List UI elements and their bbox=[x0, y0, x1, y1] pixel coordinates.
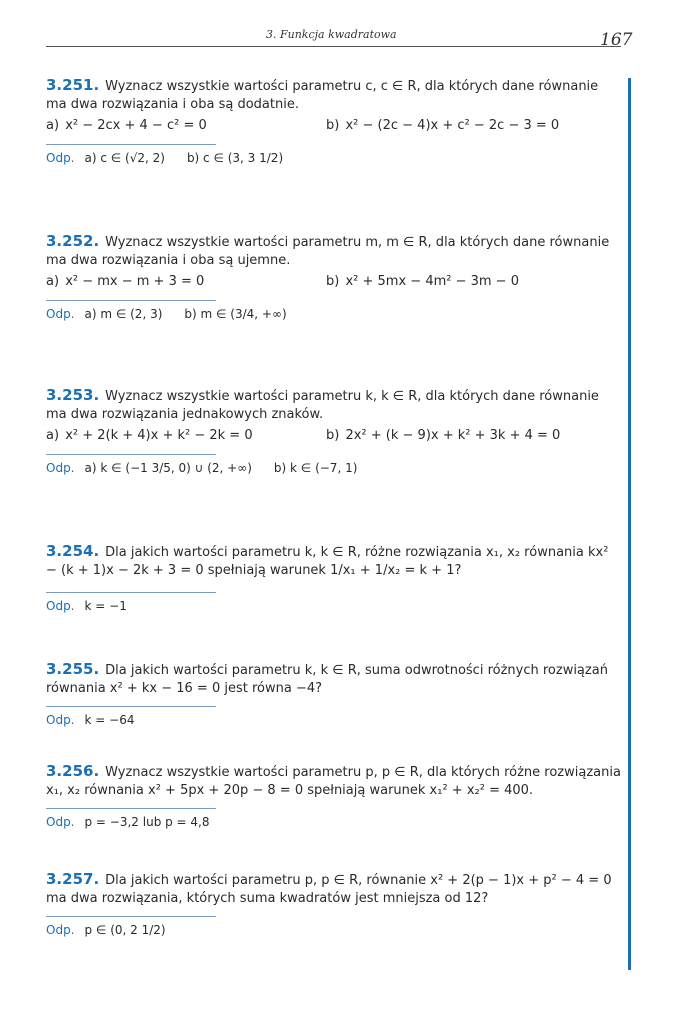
answer-label: Odp. bbox=[46, 923, 75, 937]
problem-text bbox=[46, 870, 621, 908]
answer-rule bbox=[46, 144, 216, 145]
problem-number: 3.252. bbox=[46, 232, 100, 250]
problem-statement: Dla jakich wartości parametru k, k ∈ R, suma odwrotności różnych rozwiązań równania x² + kx − 16 = 0 jest równa −4? bbox=[46, 663, 608, 696]
equations bbox=[46, 274, 621, 296]
answer-rule bbox=[46, 706, 216, 707]
side-accent-bar bbox=[628, 78, 631, 970]
equation-b-label: b) bbox=[326, 274, 340, 289]
equation-b-label: b) bbox=[326, 428, 340, 443]
answer-label: Odp. bbox=[46, 599, 75, 613]
problem-3-255 bbox=[46, 660, 621, 737]
equation-a-text: x² − mx − m + 3 = 0 bbox=[65, 274, 205, 289]
answer-label: Odp. bbox=[46, 713, 75, 727]
problem-text bbox=[46, 232, 621, 270]
equation-a-text: x² + 2(k + 4)x + k² − 2k = 0 bbox=[65, 428, 253, 443]
page-header bbox=[46, 28, 626, 52]
answer-value: k = −64 bbox=[84, 713, 135, 727]
problem-statement: Dla jakich wartości parametru k, k ∈ R, różne rozwiązania x₁, x₂ równania kx² − (k + 1)x − 2k + 3 = 0 spełniają warunek 1/x₁ + 1/x₂ = k + 1? bbox=[46, 545, 609, 578]
chapter-title: 3. Funkcja kwadratowa bbox=[260, 28, 403, 41]
answer-rule bbox=[46, 808, 216, 809]
answer-label: Odp. bbox=[46, 151, 75, 165]
equation-a bbox=[46, 118, 207, 133]
equation-a-label: a) bbox=[46, 428, 60, 443]
equation-a-label: a) bbox=[46, 118, 60, 133]
equation-b-text: x² − (2c − 4)x + c² − 2c − 3 = 0 bbox=[345, 118, 560, 133]
answer-a: a) k ∈ (−1 3/5, 0) ∪ (2, +∞) bbox=[84, 461, 252, 475]
problem-text bbox=[46, 762, 621, 800]
answer bbox=[46, 815, 621, 839]
problem-text bbox=[46, 542, 621, 580]
equation-b-text: x² + 5mx − 4m² − 3m − 0 bbox=[345, 274, 519, 289]
answer bbox=[46, 599, 621, 623]
answer-b: b) c ∈ (3, 3 1/2) bbox=[186, 151, 284, 165]
problem-number: 3.255. bbox=[46, 660, 100, 678]
equation-b bbox=[326, 118, 559, 133]
equation-b-text: 2x² + (k − 9)x + k² + 3k + 4 = 0 bbox=[345, 428, 561, 443]
answer bbox=[46, 307, 621, 331]
problem-3-251 bbox=[46, 76, 621, 175]
equation-a bbox=[46, 428, 253, 443]
problem-statement: Wyznacz wszystkie wartości parametru k, k ∈ R, dla których dane równanie ma dwa rozwiązania jednakowych znaków. bbox=[46, 389, 599, 422]
answer bbox=[46, 151, 621, 175]
answer bbox=[46, 461, 621, 485]
answer-label: Odp. bbox=[46, 307, 75, 321]
answer-label: Odp. bbox=[46, 461, 75, 475]
problem-3-256 bbox=[46, 762, 621, 839]
problem-number: 3.257. bbox=[46, 870, 100, 888]
problem-number: 3.251. bbox=[46, 76, 100, 94]
equation-b bbox=[326, 428, 560, 443]
problem-3-257 bbox=[46, 870, 621, 947]
problem-3-252 bbox=[46, 232, 621, 331]
equation-a bbox=[46, 274, 204, 289]
header-rule bbox=[46, 46, 621, 47]
equation-a-label: a) bbox=[46, 274, 60, 289]
problem-statement: Dla jakich wartości parametru p, p ∈ R, równanie x² + 2(p − 1)x + p² − 4 = 0 ma dwa rozwiązania, których suma kwadratów jest mniejsza od 12? bbox=[46, 873, 612, 906]
answer-rule bbox=[46, 916, 216, 917]
equation-b bbox=[326, 274, 519, 289]
problem-text bbox=[46, 386, 621, 424]
problem-statement: Wyznacz wszystkie wartości parametru m, m ∈ R, dla których dane równanie ma dwa rozwiązania i oba są ujemne. bbox=[46, 235, 610, 268]
problem-number: 3.256. bbox=[46, 762, 100, 780]
answer-rule bbox=[46, 592, 216, 593]
answer bbox=[46, 923, 621, 947]
equations bbox=[46, 428, 621, 450]
problem-statement: Wyznacz wszystkie wartości parametru p, p ∈ R, dla których różne rozwiązania x₁, x₂ równania x² + 5px + 20p − 8 = 0 spełniają warunek x₁² + x₂² = 400. bbox=[46, 765, 621, 798]
problem-statement: Wyznacz wszystkie wartości parametru c, c ∈ R, dla których dane równanie ma dwa rozwiązania i oba są dodatnie. bbox=[46, 79, 599, 112]
answer-label: Odp. bbox=[46, 815, 75, 829]
answer bbox=[46, 713, 621, 737]
answer-value: p ∈ (0, 2 1/2) bbox=[84, 923, 166, 937]
equation-a-text: x² − 2cx + 4 − c² = 0 bbox=[65, 118, 207, 133]
answer-value: k = −1 bbox=[84, 599, 127, 613]
problem-text bbox=[46, 76, 621, 114]
problem-text bbox=[46, 660, 621, 698]
problem-number: 3.253. bbox=[46, 386, 100, 404]
answer-b: b) k ∈ (−7, 1) bbox=[273, 461, 358, 475]
problem-3-254 bbox=[46, 542, 621, 623]
problem-number: 3.254. bbox=[46, 542, 100, 560]
equations bbox=[46, 118, 621, 140]
equation-b-label: b) bbox=[326, 118, 340, 133]
problem-3-253 bbox=[46, 386, 621, 485]
answer-b: b) m ∈ (3/4, +∞) bbox=[184, 307, 287, 321]
answer-rule bbox=[46, 300, 216, 301]
page-number: 167 bbox=[600, 30, 633, 50]
answer-a: a) c ∈ (√2, 2) bbox=[84, 151, 165, 165]
answer-a: a) m ∈ (2, 3) bbox=[84, 307, 163, 321]
answer-value: p = −3,2 lub p = 4,8 bbox=[84, 815, 210, 829]
answer-rule bbox=[46, 454, 216, 455]
